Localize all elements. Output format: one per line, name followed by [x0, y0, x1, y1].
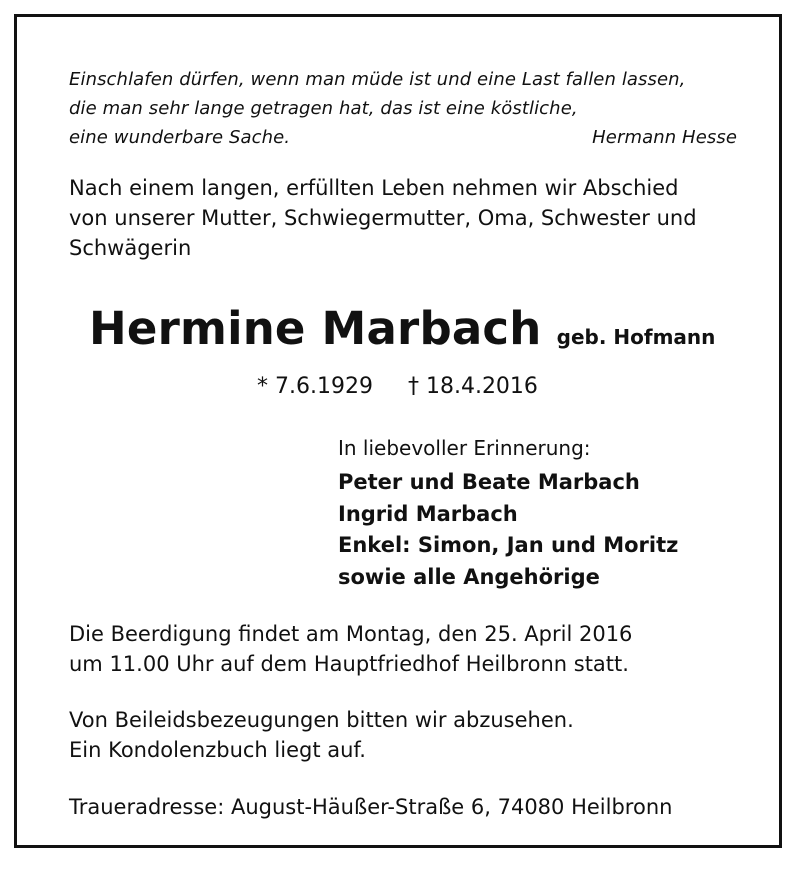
- obituary-frame: [14, 14, 782, 848]
- condolence-line: Ein Kondolenzbuch liegt auf.: [69, 738, 366, 762]
- farewell-intro: [69, 173, 759, 263]
- intro-line: von unserer Mutter, Schwiegermutter, Oma, Schwester und: [69, 206, 697, 230]
- hesse-quote: [69, 65, 737, 152]
- deceased-name-row: [89, 302, 749, 355]
- condolence-info: [69, 705, 759, 765]
- birth-date: * 7.6.1929: [257, 374, 373, 399]
- funeral-line: Die Beerdigung findet am Montag, den 25. April 2016: [69, 622, 633, 646]
- funeral-info: [69, 619, 759, 679]
- life-dates: [257, 374, 538, 399]
- mourner-entry: Enkel: Simon, Jan und Moritz: [338, 533, 679, 557]
- funeral-line: um 11.00 Uhr auf dem Hauptfriedhof Heilbronn statt.: [69, 652, 629, 676]
- intro-line: Nach einem langen, erfüllten Leben nehmen wir Abschied: [69, 176, 679, 200]
- condolence-line: Von Beileidsbezeugungen bitten wir abzusehen.: [69, 708, 574, 732]
- quote-line: die man sehr lange getragen hat, das ist eine köstliche,: [69, 98, 578, 119]
- mourner-entry: Peter und Beate Marbach: [338, 470, 640, 494]
- address-line: Traueradresse: August-Häußer-Straße 6, 74080 Heilbronn: [69, 795, 673, 819]
- mourning-address: [69, 792, 759, 822]
- maiden-name: geb. Hofmann: [556, 325, 716, 349]
- quote-line: Einschlafen dürfen, wenn man müde ist und eine Last fallen lassen,: [69, 69, 686, 90]
- quote-author: Hermann Hesse: [592, 127, 737, 148]
- mourners-list: [338, 433, 678, 593]
- intro-line: Schwägerin: [69, 236, 192, 260]
- mourner-entry: Ingrid Marbach: [338, 501, 518, 526]
- mourner-entry: sowie alle Angehörige: [338, 564, 600, 589]
- deceased-name: Hermine Marbach: [89, 302, 542, 355]
- mourners-heading: In liebevoller Erinnerung:: [338, 436, 591, 460]
- quote-line: eine wunderbare Sache.: [69, 127, 291, 148]
- death-date: † 18.4.2016: [407, 374, 538, 399]
